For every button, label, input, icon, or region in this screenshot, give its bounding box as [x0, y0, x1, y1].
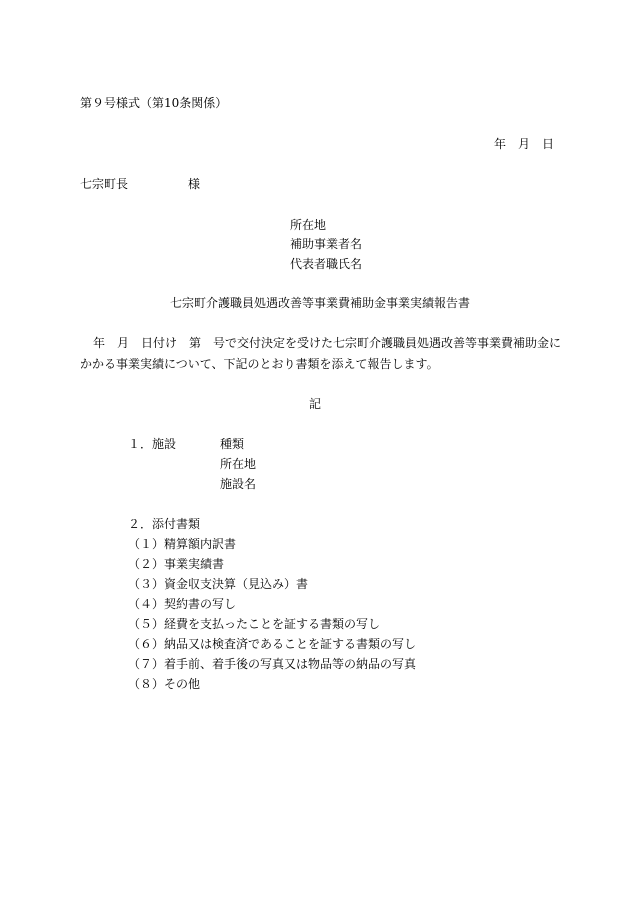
section1-heading: １．施設 — [128, 437, 177, 451]
attachment-item: （４）契約書の写し — [128, 597, 237, 611]
attachment-item: （７）着手前、着手後の写真又は物品等の納品の写真 — [128, 657, 417, 671]
attachment-item: （６）納品又は検査済であることを証する書類の写し — [128, 637, 417, 651]
addressee-line: 七宗町長 様 — [80, 177, 201, 191]
attachment-item: （３）資金収支決算（見込み）書 — [128, 577, 309, 591]
attachment-item: （５）経費を支払ったことを証する書類の写し — [128, 617, 381, 631]
section1-item: 所在地 — [220, 457, 257, 471]
attachment-item: （８）その他 — [128, 677, 201, 691]
applicant-address-label: 所在地 — [290, 218, 327, 232]
ki-marker: 記 — [309, 397, 322, 411]
attachment-item: （２）事業実績書 — [128, 557, 225, 571]
body-line-2: かかる事業実績について、下記のとおり書類を添えて報告します。 — [80, 357, 439, 371]
applicant-business-label: 補助事業者名 — [290, 237, 363, 251]
section1-item: 種類 — [220, 437, 245, 451]
section1-item: 施設名 — [220, 477, 257, 491]
attachment-item: （１）精算額内訳書 — [128, 537, 237, 551]
date-line: 年 月 日 — [494, 137, 555, 151]
applicant-representative-label: 代表者職氏名 — [290, 257, 363, 271]
document-title: 七宗町介護職員処遇改善等事業費補助金事業実績報告書 — [170, 296, 471, 310]
form-number: 第９号様式（第10条関係） — [80, 96, 228, 110]
body-line-1: 年 月 日付け 第 号で交付決定を受けた七宗町介護職員処遇改善等事業費補助金に — [93, 336, 562, 350]
section2-heading: ２．添付書類 — [128, 517, 201, 531]
